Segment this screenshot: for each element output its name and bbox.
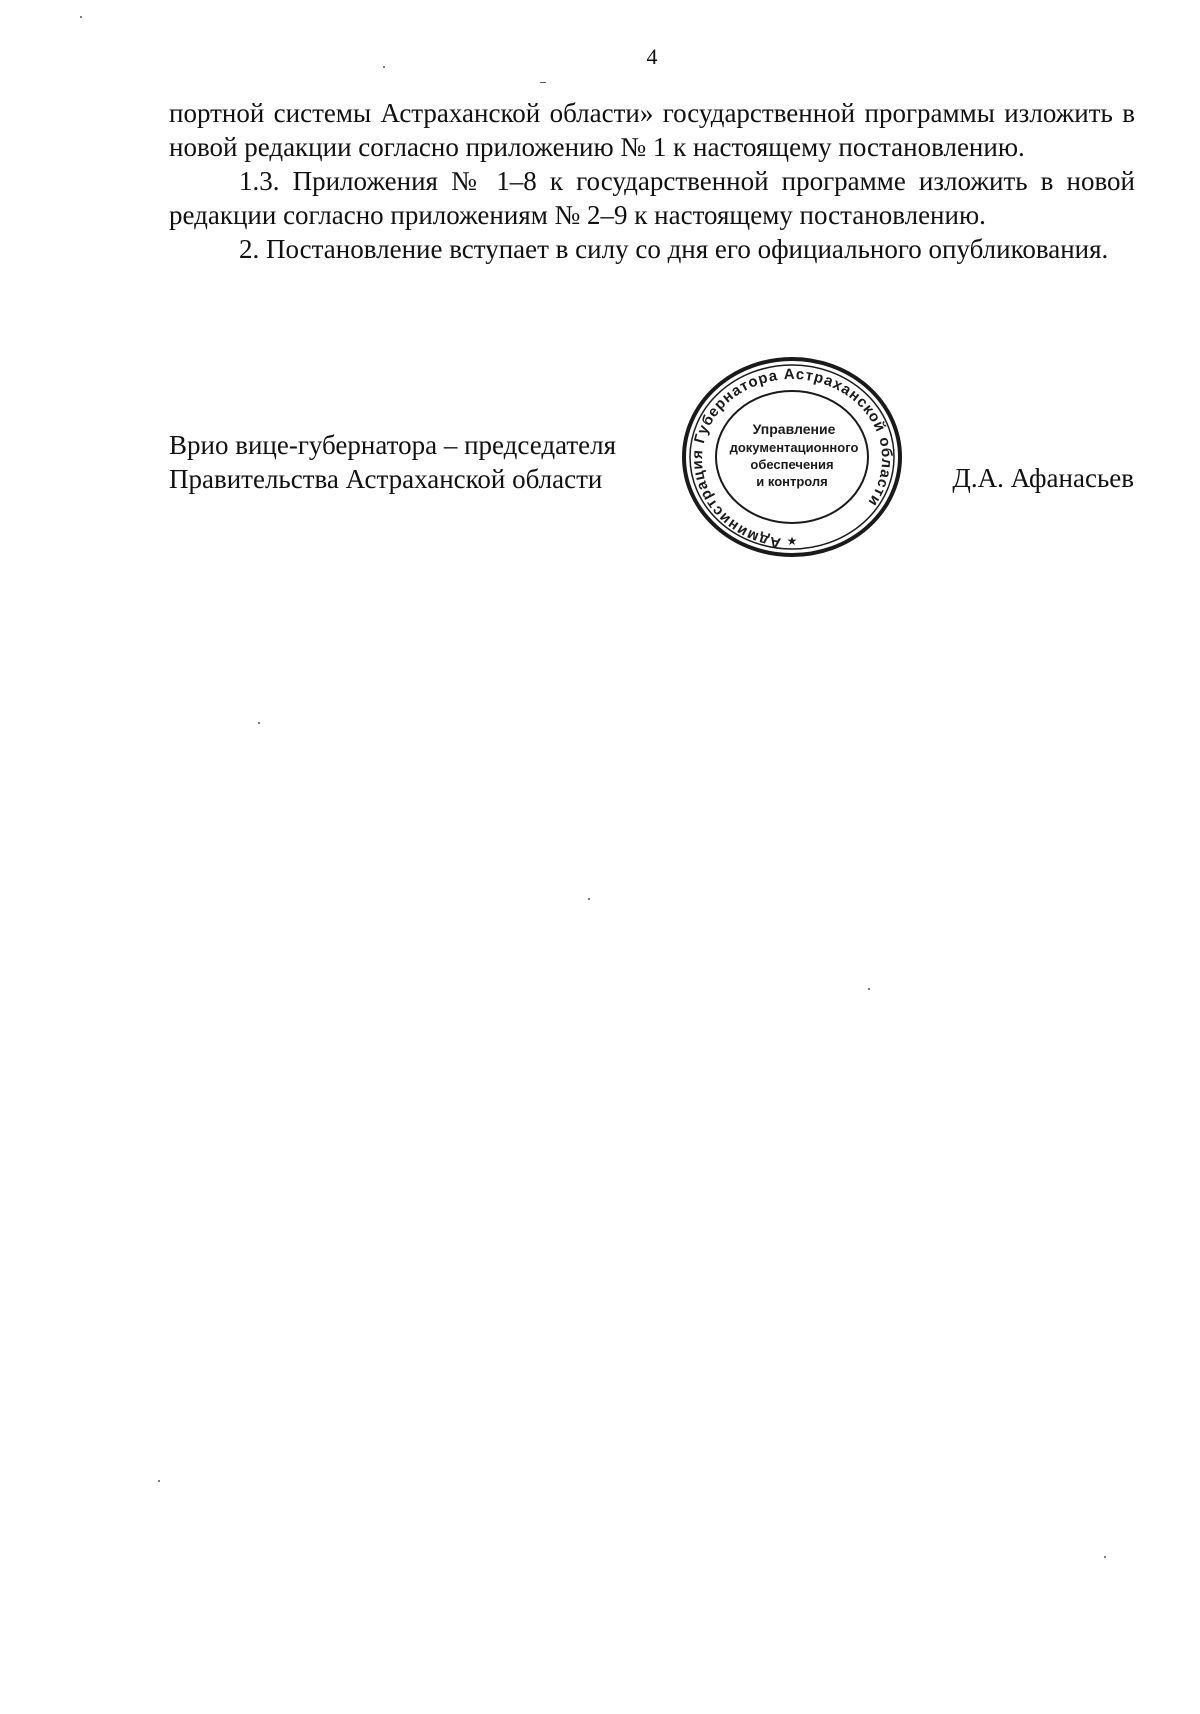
scan-speck: [158, 1480, 160, 1482]
paragraph-continuation: портной системы Астраханской области» государственной программы изложить в новой редакции согласно приложению № 1 к настоящему постановлению.: [169, 98, 1135, 162]
document-body: [169, 96, 1135, 266]
stamp-outer-text: Администрация Губернатора Астраханской области: [688, 365, 896, 552]
signatory-position-line-1: Врио вице-губернатора – председателя: [169, 430, 617, 460]
scan-speck: [383, 66, 385, 68]
scan-speck: [80, 16, 82, 18]
page-number: 4: [646, 44, 658, 69]
scan-speck: [588, 898, 590, 900]
paragraph-1-3: 1.3. Приложения № 1–8 к государственной программе изложить в новой редакции согласно приложениям № 2–9 к настоящему постановлению.: [169, 166, 1135, 230]
signatory-name: Д.А. Афанасьев: [952, 463, 1134, 493]
official-stamp: [672, 348, 912, 566]
stamp-inner-line-3: обеспечения: [750, 457, 834, 472]
scan-speck: [258, 722, 260, 724]
stamp-inner-line-4: и контроля: [756, 474, 828, 489]
scan-speck: [1104, 1556, 1106, 1558]
stamp-star-icon: ★: [786, 534, 798, 548]
paragraph-2: 2. Постановление вступает в силу со дня его официального опубликования.: [239, 234, 1109, 264]
signatory-position-line-2: Правительства Астраханской области: [169, 464, 603, 494]
signatory-position: [169, 428, 669, 496]
scan-speck: [540, 82, 546, 83]
scan-speck: [868, 988, 870, 990]
stamp-inner-line-1: Управление: [752, 421, 836, 437]
stamp-inner-line-2: документационного: [729, 440, 859, 455]
